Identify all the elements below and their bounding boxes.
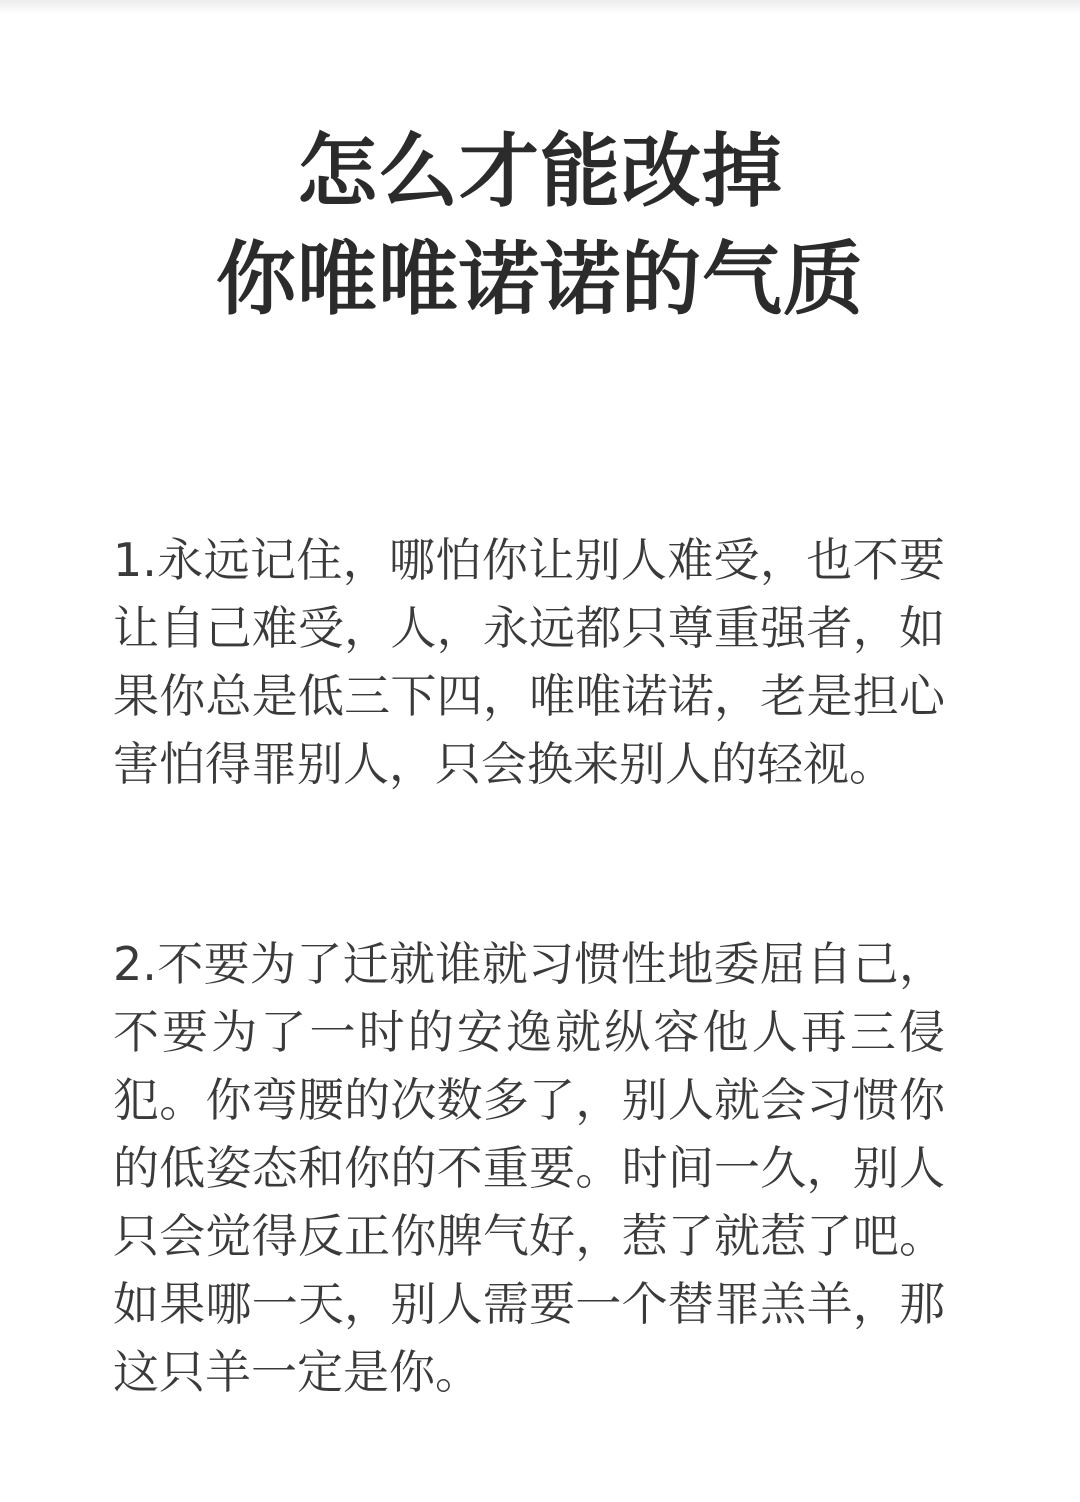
paragraph-1: 1.永远记住，哪怕你让别人难受，也不要让自己难受，人，永远都只尊重强者，如果你总是低三下四，唯唯诺诺，老是担心害怕得罪别人，只会换来别人的轻视。: [113, 533, 945, 791]
title-line-2: 你唯唯诺诺的气质: [216, 233, 864, 326]
top-edge-divider: [0, 0, 1080, 14]
title-line-1: 怎么才能改掉: [297, 125, 783, 218]
page-title: [0, 118, 1080, 334]
paragraph-2: 2.不要为了迁就谁就习惯性地委屈自己，不要为了一时的安逸就纵容他人再三侵犯。你弯腰的次数多了，别人就会习惯你的低姿态和你的不重要。时间一久，别人只会觉得反正你脾气好，惹了就惹了吧。如果哪一天，别人需要一个替罪羔羊，那这只羊一定是你。: [113, 937, 945, 1399]
